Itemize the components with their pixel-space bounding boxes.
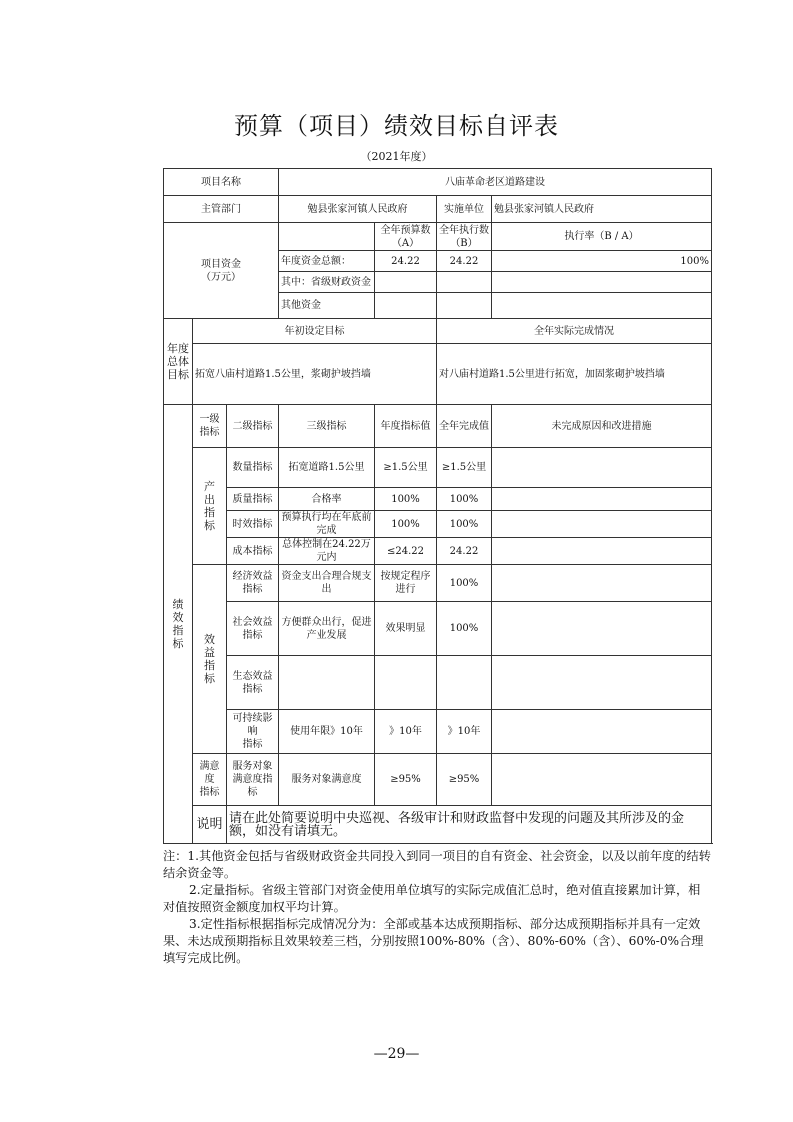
indicator-level3: 方便群众出行，促进产业发展: [279, 602, 375, 656]
dept-value: 勉县张家河镇人民政府: [279, 196, 437, 223]
indicator-target: 效果明显: [375, 602, 437, 656]
indicator-header-row: [164, 405, 712, 448]
indicator-row: [164, 710, 712, 754]
satisfaction-line: 指标: [199, 787, 220, 798]
funds-header-row: [164, 223, 712, 251]
indicator-level2: 成本指标: [227, 538, 279, 565]
benefit-indicators-label: [193, 565, 227, 754]
level2-header: 二级指标: [227, 405, 279, 448]
indicator-level2: [227, 565, 279, 602]
funds-row-exec: [437, 272, 492, 293]
level1-header-line: 指标: [199, 427, 220, 438]
output-char: 标: [204, 519, 215, 532]
indicator-reason: [492, 754, 712, 806]
self-evaluation-table: [163, 168, 712, 844]
indicator-reason: [492, 538, 712, 565]
funds-row-exec: 24.22: [437, 251, 492, 272]
indicator-done: 100%: [437, 602, 492, 656]
report-year: （2021年度）: [360, 150, 433, 163]
satisfaction-label: [193, 754, 227, 806]
funds-label-line2: （万元）: [201, 271, 241, 283]
footnote-3: 3.定性指标根据指标完成情况分为：全部或基本达成预期指标、部分达成预期指标并具有一定效果、未达成预期指标且效果较差三档，分别按照100%-80%（含）、80%-60%（含）、60%-0%合理填写完成比例。: [163, 917, 704, 965]
side-char: 标: [172, 637, 184, 650]
impl-label: 实施单位: [437, 196, 492, 223]
side-char: 效: [172, 611, 184, 624]
funds-blank-header: [279, 223, 375, 251]
actual-goal: 对八庙村道路1.5公里进行拓宽，加固浆砌护坡挡墙: [437, 344, 712, 405]
level1-header-line: 一级: [199, 414, 220, 425]
actual-goal-header: 全年实际完成情况: [437, 319, 712, 344]
target-header: 年度指标值: [375, 405, 437, 448]
output-indicators-label: [193, 448, 227, 565]
side-char: 指: [172, 624, 184, 637]
satisfaction-line: 满意度: [199, 761, 220, 785]
indicator-level3: 拓宽道路1.5公里: [279, 448, 375, 488]
indicator-row: [164, 488, 712, 511]
indicator-row: [164, 511, 712, 538]
indicator-done: 100%: [437, 565, 492, 602]
planned-goal: 拓宽八庙村道路1.5公里，浆砌护坡挡墙: [193, 344, 437, 405]
indicator-done: [437, 656, 492, 710]
funds-row-exec: [437, 293, 492, 319]
planned-goal-header: 年初设定目标: [193, 319, 437, 344]
indicator-reason: [492, 602, 712, 656]
indicator-row: [164, 602, 712, 656]
explain-row: [164, 806, 712, 844]
benefit-char: 指: [204, 659, 215, 672]
level2-line: 指标: [242, 584, 263, 595]
explain-label: 说明: [193, 806, 227, 844]
funds-row-budget: [375, 293, 437, 319]
indicator-row: [164, 565, 712, 602]
indicator-level3: 资金支出合理合规支出: [279, 565, 375, 602]
department-row: [164, 196, 712, 223]
indicator-row: [164, 448, 712, 488]
project-name-row: [164, 169, 712, 196]
indicator-level2: [227, 754, 279, 806]
footnote-1: 注：1.其他资金包括与省级财政资金共同投入到同一项目的自有资金、社会资金，以及以前年度的结转结余资金等。: [163, 849, 711, 880]
level2-line: 经济效益: [232, 571, 273, 582]
indicator-level2: [227, 602, 279, 656]
indicator-target: 100%: [375, 511, 437, 538]
level1-header: [193, 405, 227, 448]
funds-row-budget: 24.22: [375, 251, 437, 272]
level2-line: 生态效益: [232, 670, 273, 682]
footnote-2: 2.定量指标。省级主管部门对资金使用单位填写的实际完成值汇总时，绝对值直接累加计算，相对值按照资金额度加权平均计算。: [163, 883, 701, 914]
goals-header-row: [164, 319, 712, 344]
performance-indicators-label: [164, 405, 193, 844]
indicator-target: ≥95%: [375, 754, 437, 806]
exec-col-header: 全年执行数（B）: [437, 223, 492, 251]
goals-label: [164, 319, 193, 405]
budget-col-line2: （A）: [391, 237, 420, 249]
level3-header: 三级指标: [279, 405, 375, 448]
goals-label-line: 目标: [167, 368, 189, 381]
side-char: 绩: [172, 598, 184, 611]
funds-label: [164, 223, 279, 319]
indicator-level2: [227, 656, 279, 710]
funds-label-line1: 项目资金: [201, 258, 241, 270]
funds-row-rate: [492, 272, 712, 293]
level2-line: 服务对象: [232, 761, 273, 772]
indicator-done: 100%: [437, 488, 492, 511]
rate-col-header: 执行率（B / A）: [492, 223, 712, 251]
dept-label: 主管部门: [164, 196, 279, 223]
indicator-row: [164, 754, 712, 806]
level2-line: 指标: [242, 629, 263, 641]
goals-label-line: 总体: [167, 355, 189, 368]
indicator-done: 100%: [437, 511, 492, 538]
level2-line: 指标: [242, 683, 263, 695]
indicator-level3: [279, 656, 375, 710]
project-name-value: 八庙革命老区道路建设: [279, 169, 712, 196]
indicator-reason: [492, 448, 712, 488]
reason-header: 未完成原因和改进措施: [492, 405, 712, 448]
indicator-level2: 质量指标: [227, 488, 279, 511]
indicator-reason: [492, 710, 712, 754]
indicator-target: ≥1.5公里: [375, 448, 437, 488]
indicator-reason: [492, 511, 712, 538]
indicator-done: 24.22: [437, 538, 492, 565]
indicator-level3: 使用年限》10年: [279, 710, 375, 754]
project-name-label: 项目名称: [164, 169, 279, 196]
level2-line: 满意度指标: [232, 774, 273, 798]
indicator-reason: [492, 565, 712, 602]
indicator-level3: 合格率: [279, 488, 375, 511]
indicator-level3: 服务对象满意度: [279, 754, 375, 806]
indicator-level2: 时效指标: [227, 511, 279, 538]
indicator-row: [164, 538, 712, 565]
output-char: 出: [204, 493, 215, 506]
target-line: 进行: [395, 584, 416, 595]
indicator-level3: 预算执行均在年底前完成: [279, 511, 375, 538]
indicator-reason: [492, 488, 712, 511]
impl-value: 勉县张家河镇人民政府: [492, 196, 712, 223]
done-header: 全年完成值: [437, 405, 492, 448]
benefit-char: 标: [204, 672, 215, 685]
explain-text: 请在此处简要说明中央巡视、各级审计和财政监督中发现的问题及其所涉及的金额，如没有请填无。: [227, 806, 712, 844]
level2-line: 可持续影响: [232, 713, 273, 737]
goals-content-row: [164, 344, 712, 405]
benefit-char: 效: [204, 633, 215, 646]
page-title: 预算（项目）绩效目标自评表: [234, 112, 559, 140]
output-char: 产: [204, 480, 215, 493]
indicator-reason: [492, 656, 712, 710]
funds-row-label: 其他资金: [279, 293, 375, 319]
page-number: —29—: [373, 1046, 420, 1062]
goals-label-line: 年度: [167, 342, 189, 355]
indicator-target: [375, 565, 437, 602]
funds-row-label: 其中：省级财政资金: [279, 272, 375, 293]
indicator-target: 》10年: [375, 710, 437, 754]
budget-col-header: [375, 223, 437, 251]
indicator-target: 100%: [375, 488, 437, 511]
indicator-level2: [227, 710, 279, 754]
indicator-done: ≥95%: [437, 754, 492, 806]
indicator-level2: 数量指标: [227, 448, 279, 488]
target-line: 按规定程序: [380, 571, 431, 582]
indicator-done: ≥1.5公里: [437, 448, 492, 488]
level2-line: 社会效益: [232, 616, 273, 628]
indicator-done: 》10年: [437, 710, 492, 754]
benefit-char: 益: [204, 646, 215, 659]
level2-line: 指标: [242, 739, 263, 750]
indicator-target: ≤24.22: [375, 538, 437, 565]
funds-row-rate: 100%: [492, 251, 712, 272]
funds-row-budget: [375, 272, 437, 293]
funds-row-label: 年度资金总额：: [279, 251, 375, 272]
output-char: 指: [204, 506, 215, 519]
funds-row-rate: [492, 293, 712, 319]
footnotes: [163, 848, 711, 967]
indicator-level3: 总体控制在24.22万元内: [279, 538, 375, 565]
indicator-target: [375, 656, 437, 710]
indicator-row: [164, 656, 712, 710]
budget-col-line1: 全年预算数: [380, 224, 431, 236]
